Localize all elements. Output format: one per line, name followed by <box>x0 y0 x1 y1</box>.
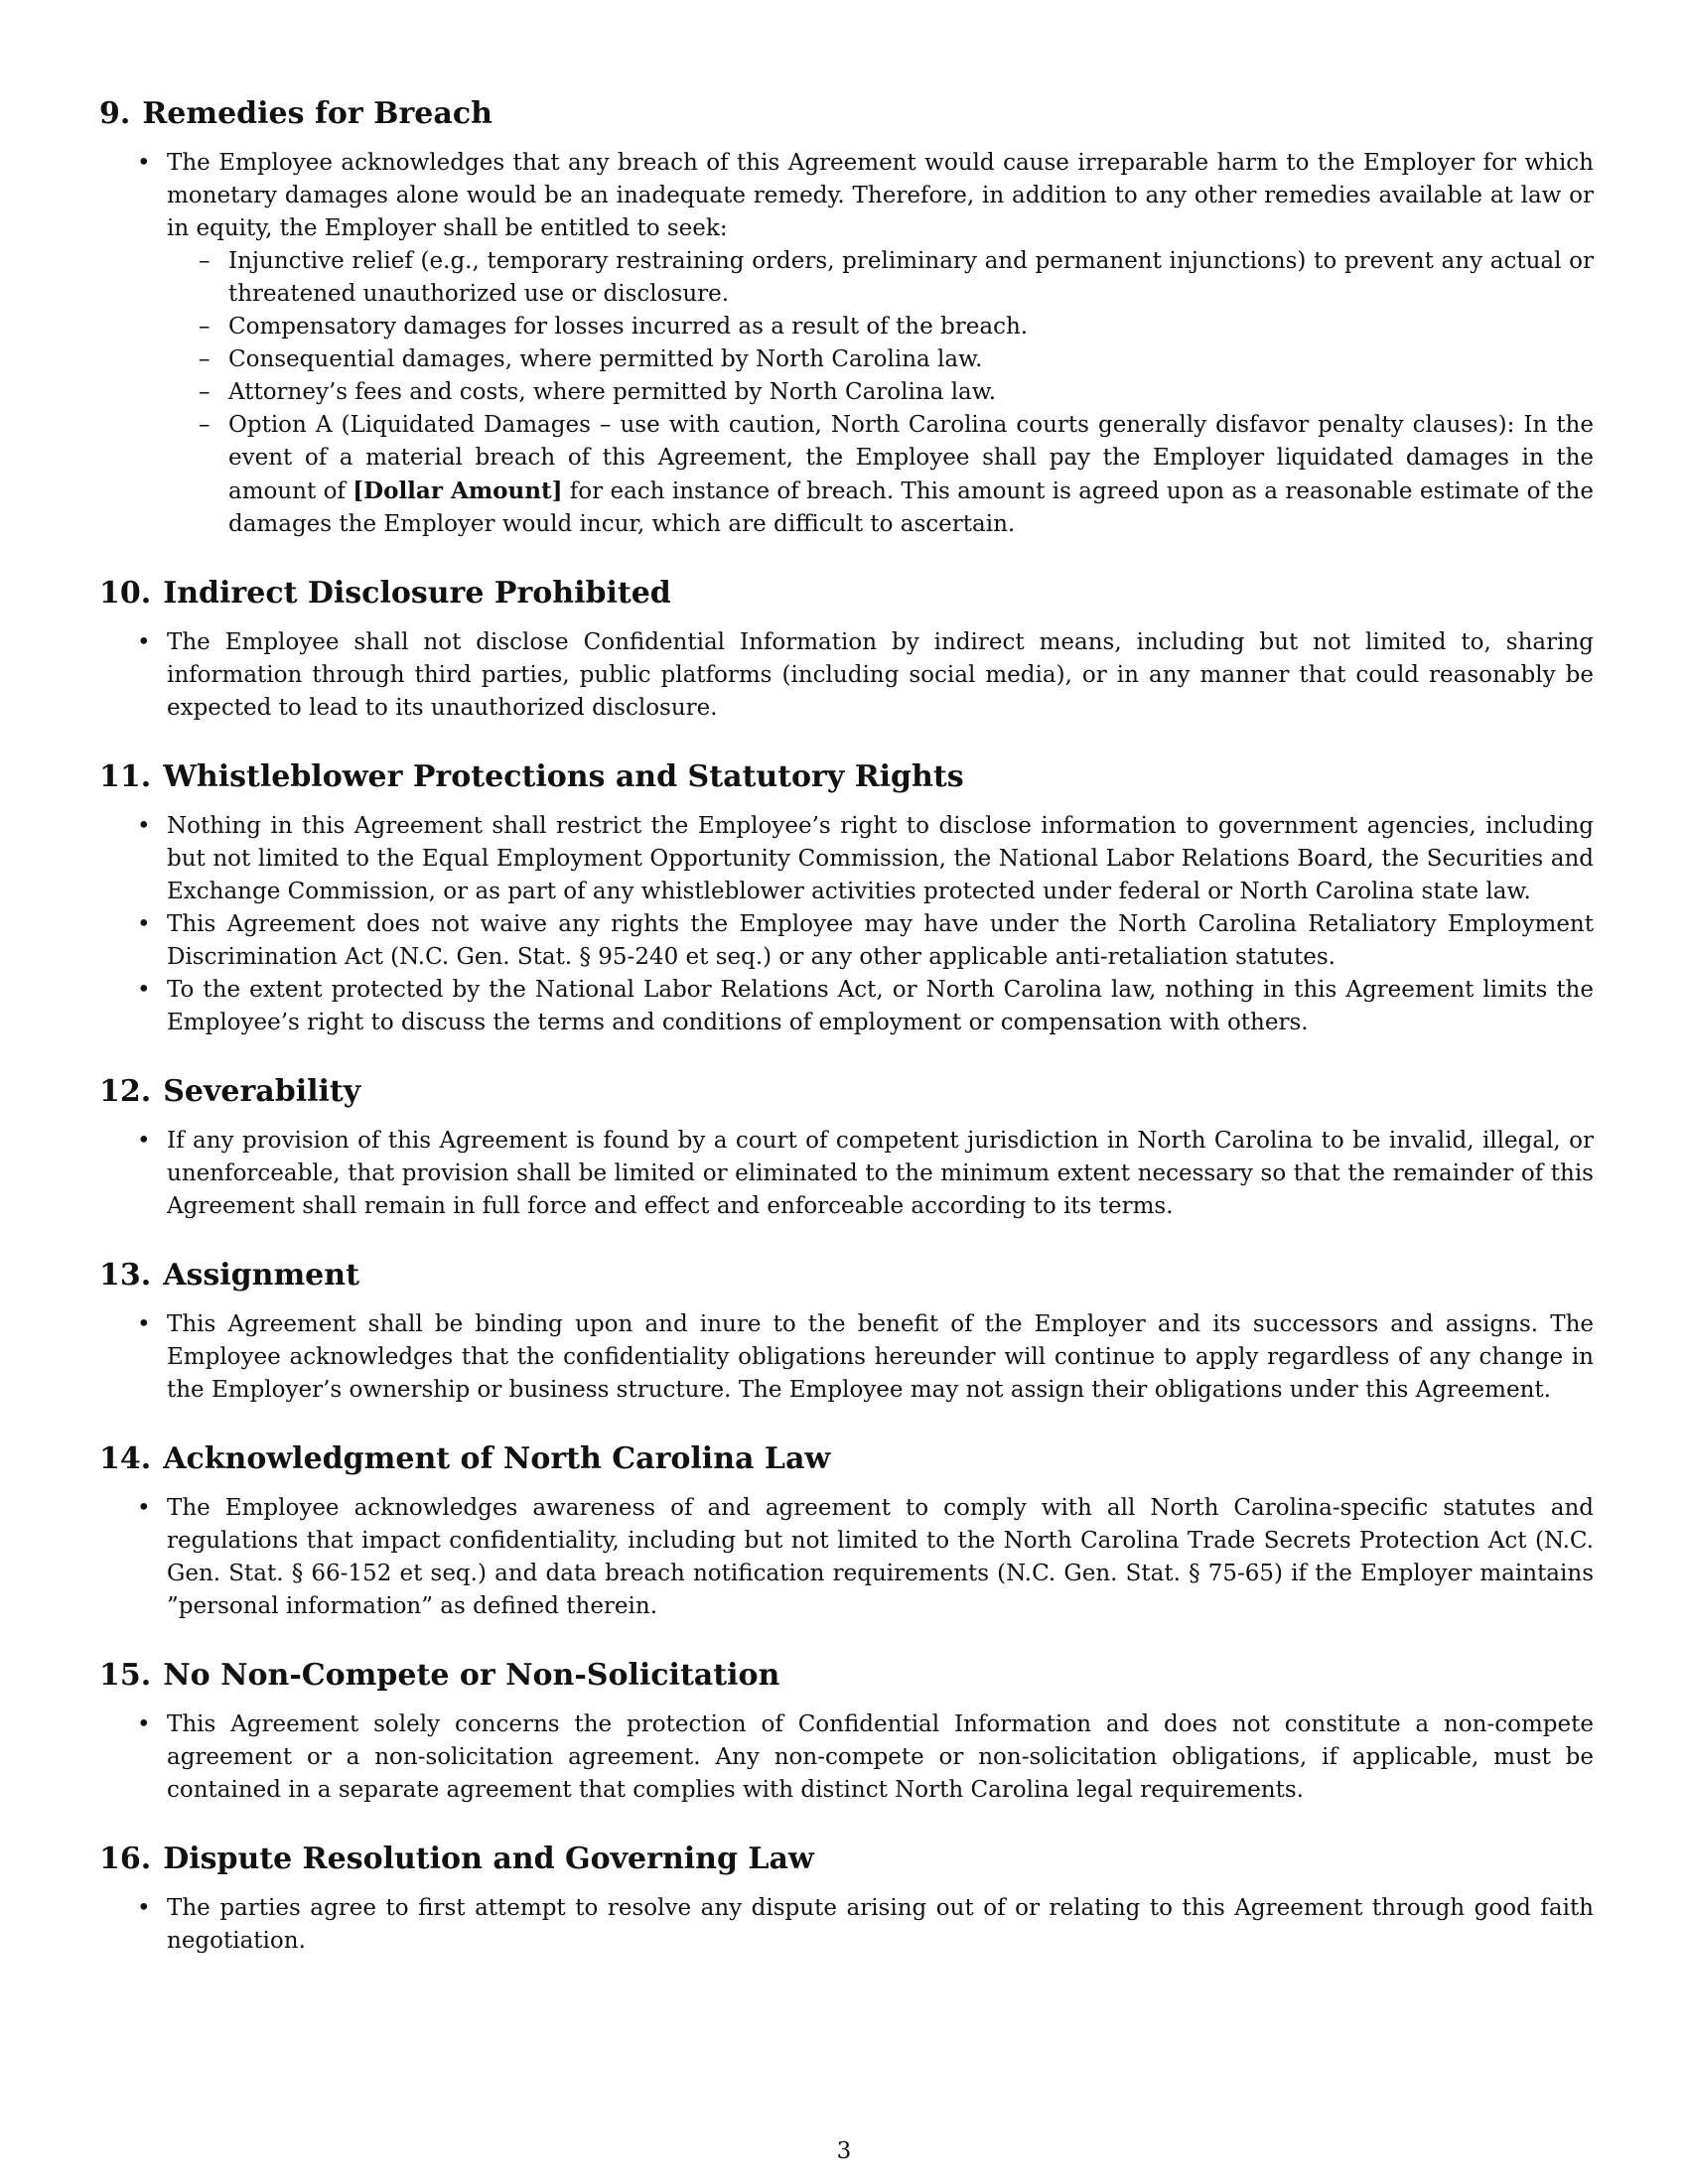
bullet-list <box>99 147 1594 541</box>
bullet-item <box>167 147 1594 541</box>
bullet-list <box>99 626 1594 725</box>
bullet-list <box>99 1308 1594 1407</box>
section-title: Dispute Resolution and Governing Law <box>163 1842 814 1876</box>
section-heading <box>99 1657 1594 1695</box>
sub-item-option-a <box>228 409 1594 541</box>
section-title: Whistleblower Protections and Statutory Rights <box>163 759 964 794</box>
section-heading <box>99 1440 1594 1478</box>
section-heading <box>99 1257 1594 1295</box>
page-number: 3 <box>836 2138 852 2164</box>
sub-item: – Compensatory damages for losses incurred as a result of the breach. <box>228 311 1594 343</box>
sub-item: – Injunctive relief (e.g., temporary restraining orders, preliminary and permanent injunctions) to prevent any actual or threatened unauthorized use or disclosure. <box>228 245 1594 311</box>
section-title: Assignment <box>163 1258 359 1293</box>
section-dispute-resolution <box>99 1841 1594 1958</box>
bullet-item: • The Employee shall not disclose Confidential Information by indirect means, including but not limited to, sharing information through third parties, public platforms (including social media), or in any manner that could reasonably be expected to lead to its unauthorized disclosure. <box>167 626 1594 725</box>
section-heading <box>99 1841 1594 1878</box>
section-remedies-for-breach <box>99 95 1594 541</box>
section-number: 9. <box>99 96 131 131</box>
sub-item: – Consequential damages, where permitted by North Carolina law. <box>228 343 1594 376</box>
section-title: No Non-Compete or Non-Solicitation <box>163 1658 780 1693</box>
section-number: 12. <box>99 1074 152 1109</box>
bullet-item: • The parties agree to first attempt to resolve any dispute arising out of or relating to this Agreement through good faith negotiation. <box>167 1892 1594 1958</box>
bullet-item: • This Agreement solely concerns the protection of Confidential Information and does not constitute a non-compete agreement or a non-solicitation agreement. Any non-compete or non-solicitation obligations, if applicable, must be contained in a separate agreement that complies with distinct North Carolina legal requirements. <box>167 1708 1594 1807</box>
section-indirect-disclosure <box>99 575 1594 725</box>
bullet-item: • This Agreement shall be binding upon and inure to the benefit of the Employer and its successors and assigns. The Employee acknowledges that the confidentiality obligations hereunder will continue to apply regardless of any change in the Employer’s ownership or business structure. The Employee may not assign their obligations under this Agreement. <box>167 1308 1594 1407</box>
section-number: 14. <box>99 1441 152 1476</box>
section-title: Acknowledgment of North Carolina Law <box>163 1441 831 1476</box>
sub-item: – Attorney’s fees and costs, where permitted by North Carolina law. <box>228 376 1594 409</box>
bullet-item: • The Employee acknowledges awareness of and agreement to comply with all North Carolina-specific statutes and regulations that impact confidentiality, including but not limited to the North Carolina Trade Secrets Protection Act (N.C. Gen. Stat. § 66-152 et seq.) and data breach notification requirements (N.C. Gen. Stat. § 75-65) if the Employer maintains ”personal information” as defined therein. <box>167 1492 1594 1623</box>
section-assignment <box>99 1257 1594 1407</box>
bullet-list <box>99 1125 1594 1223</box>
section-whistleblower-protections <box>99 758 1594 1039</box>
section-heading <box>99 95 1594 133</box>
bullet-item: • Nothing in this Agreement shall restrict the Employee’s right to disclose information to government agencies, including but not limited to the Equal Employment Opportunity Commission, the National Labor Relations Board, the Securities and Exchange Commission, or as part of any whistleblower activities protected under federal or North Carolina state law. <box>167 810 1594 908</box>
section-no-non-compete <box>99 1657 1594 1807</box>
sub-list <box>167 245 1594 541</box>
section-title: Remedies for Breach <box>142 96 492 131</box>
section-number: 16. <box>99 1842 152 1876</box>
section-acknowledgment-nc-law <box>99 1440 1594 1623</box>
section-severability <box>99 1073 1594 1223</box>
section-number: 10. <box>99 576 152 611</box>
bullet-text: The Employee acknowledges that any breach of this Agreement would cause irreparable harm to the Employer for which monetary damages alone would be an inadequate remedy. Therefore, in addition to any other remedies available at law or in equity, the Employer shall be entitled to seek: <box>167 150 1594 241</box>
section-title: Severability <box>163 1074 361 1109</box>
document-page <box>99 95 1594 1991</box>
bullet-item: • If any provision of this Agreement is found by a court of competent jurisdiction in North Carolina to be invalid, illegal, or unenforceable, that provision shall be limited or eliminated to the minimum extent necessary so that the remainder of this Agreement shall remain in full force and effect and enforceable according to its terms. <box>167 1125 1594 1223</box>
section-number: 15. <box>99 1658 152 1693</box>
option-a-text-start: Option A (Liquidated Damages – use with caution, North Carolina courts generally disfavor penalty clauses): In the event of a material breach of this Agreement, the Employee shall pay the Employer liquidated damages in the amount of <box>228 412 1594 504</box>
section-title: Indirect Disclosure Prohibited <box>163 576 671 611</box>
bullet-list <box>99 1892 1594 1958</box>
dollar-amount-placeholder: [Dollar Amount] <box>352 478 563 504</box>
section-number: 11. <box>99 759 152 794</box>
bullet-list <box>99 1708 1594 1807</box>
section-heading <box>99 575 1594 613</box>
bullet-item: • To the extent protected by the National Labor Relations Act, or North Carolina law, nothing in this Agreement limits the Employee’s right to discuss the terms and conditions of employment or compensation with others. <box>167 974 1594 1039</box>
bullet-list <box>99 810 1594 1039</box>
section-number: 13. <box>99 1258 152 1293</box>
section-heading <box>99 758 1594 796</box>
bullet-item: • This Agreement does not waive any rights the Employee may have under the North Carolina Retaliatory Employment Discrimination Act (N.C. Gen. Stat. § 95-240 et seq.) or any other applicable anti-retaliation statutes. <box>167 908 1594 974</box>
bullet-list <box>99 1492 1594 1623</box>
option-a-text-end: for each instance of breach. This amount is agreed upon as a reasonable estimate of the damages the Employer would incur, which are difficult to ascertain. <box>228 478 1594 537</box>
section-heading <box>99 1073 1594 1111</box>
